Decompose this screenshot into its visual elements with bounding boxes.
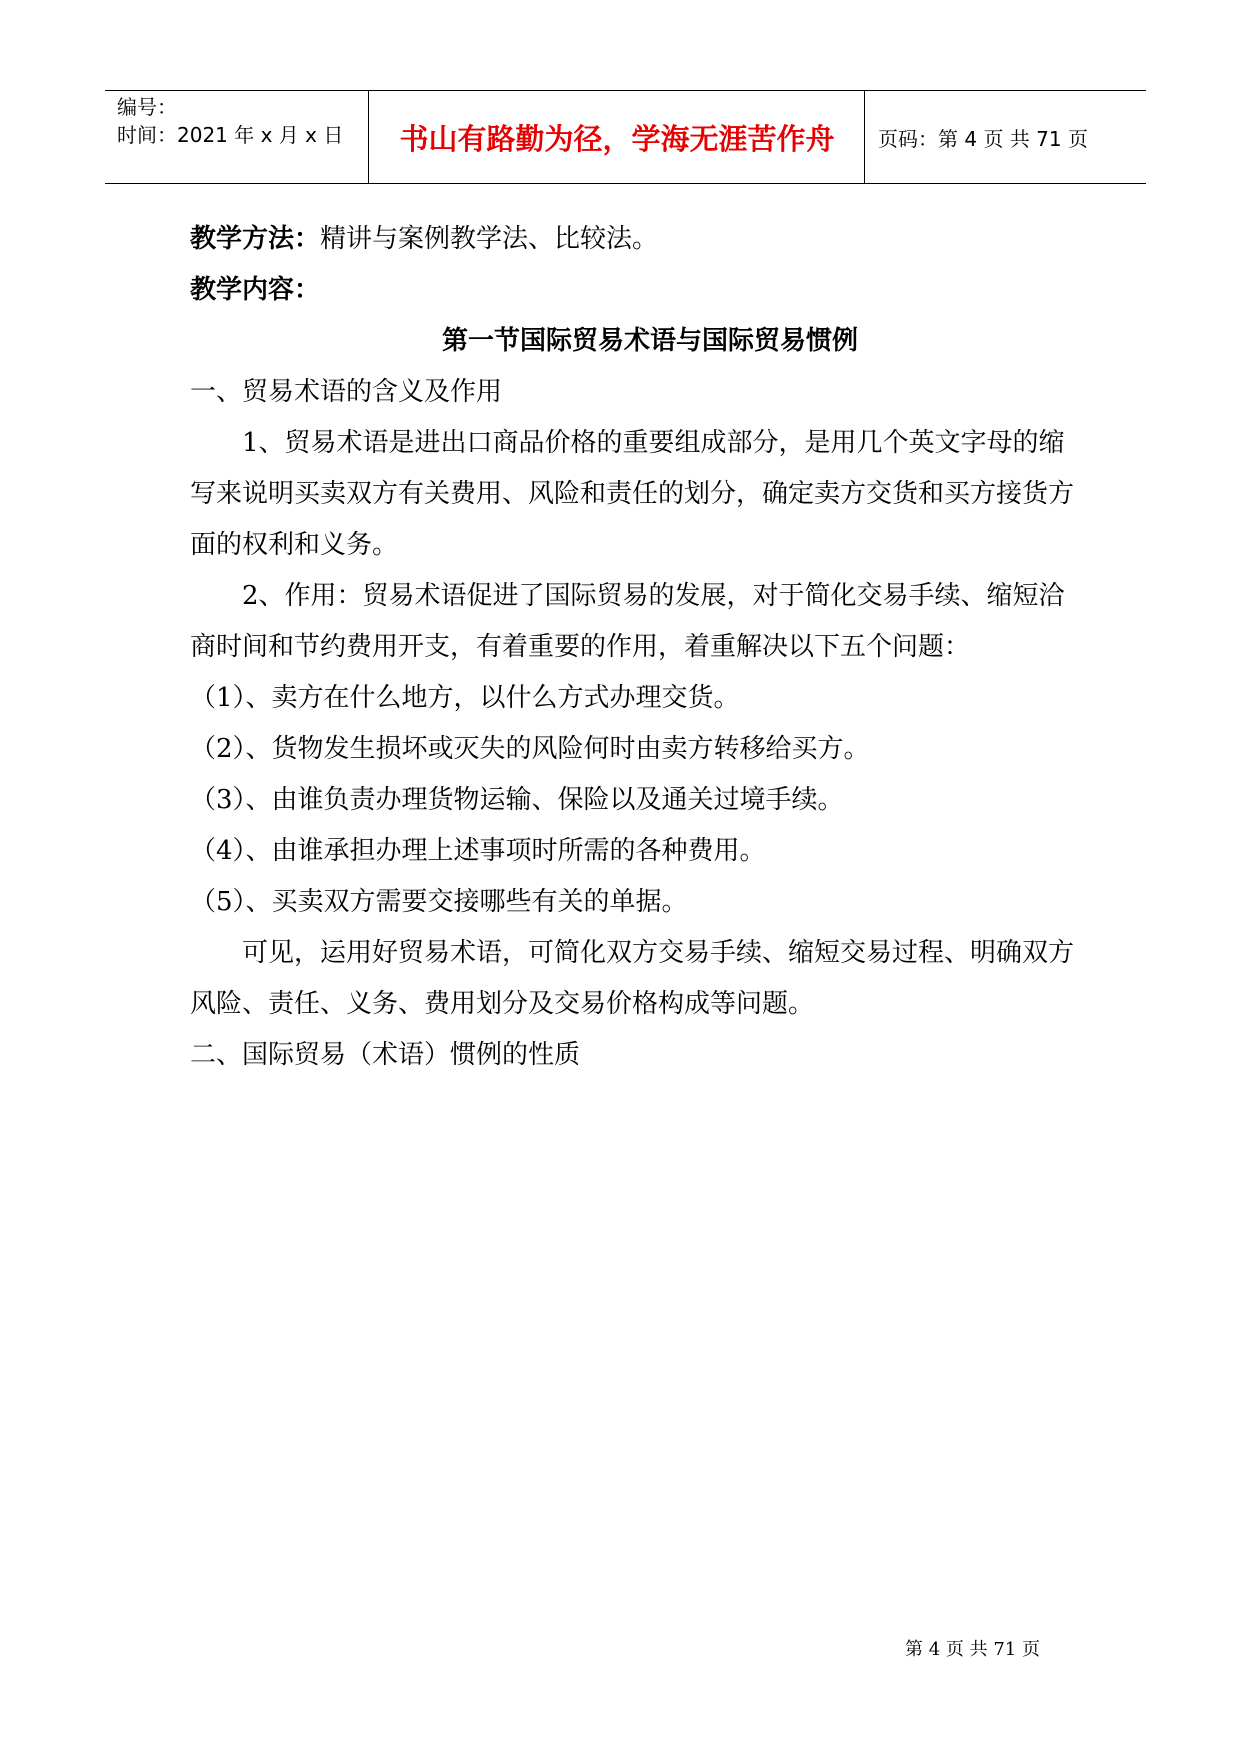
paragraph-2: 2、作用：贸易术语促进了国际贸易的发展，对于简化交易手续、缩短洽商时间和节约费用开支，有着重要的作用，着重解决以下五个问题： (190, 581, 1065, 662)
list-item: （5）、买卖双方需要交接哪些有关的单据。 (190, 887, 688, 917)
header-page-number: 页码：第 4 页 共 71 页 (878, 126, 1088, 151)
header-info-cell (105, 91, 369, 183)
heading-1: 一、贸易术语的含义及作用 (190, 377, 503, 407)
serial-number-label: 编号： (117, 95, 177, 119)
teaching-content-label: 教学内容： (190, 275, 321, 305)
list-item: （4）、由谁承担办理上述事项时所需的各种费用。 (190, 836, 766, 866)
list-item: （2）、货物发生损坏或灭失的风险何时由卖方转移给买方。 (190, 734, 870, 764)
page-header (105, 90, 1146, 184)
teaching-method-text: 精讲与案例教学法、比较法。 (320, 224, 659, 254)
paragraph-3: 可见，运用好贸易术语，可简化双方交易手续、缩短交易过程、明确双方风险、责任、义务、费用划分及交易价格构成等问题。 (190, 938, 1075, 1019)
list-item: （3）、由谁负责办理货物运输、保险以及通关过境手续。 (190, 785, 844, 815)
header-motto: 书山有路勤为径，学海无涯苦作舟 (370, 91, 865, 183)
heading-2: 二、国际贸易（术语）惯例的性质 (190, 1040, 581, 1070)
paragraph-1: 1、贸易术语是进出口商品价格的重要组成部分，是用几个英文字母的缩写来说明买卖双方有关费用、风险和责任的划分，确定卖方交货和买方接货方面的权利和义务。 (190, 428, 1075, 560)
teaching-method-line (190, 214, 1080, 265)
teaching-method-label: 教学方法： (190, 224, 321, 254)
section-title: 第一节国际贸易术语与国际贸易惯例 (441, 326, 858, 356)
document-body (190, 214, 1080, 1081)
list-item: （1）、卖方在什么地方，以什么方式办理交货。 (190, 683, 740, 713)
time-label: 时间：2021 年 x 月 x 日 (117, 123, 344, 147)
page-footer: 第 4 页 共 71 页 (905, 1639, 1040, 1660)
